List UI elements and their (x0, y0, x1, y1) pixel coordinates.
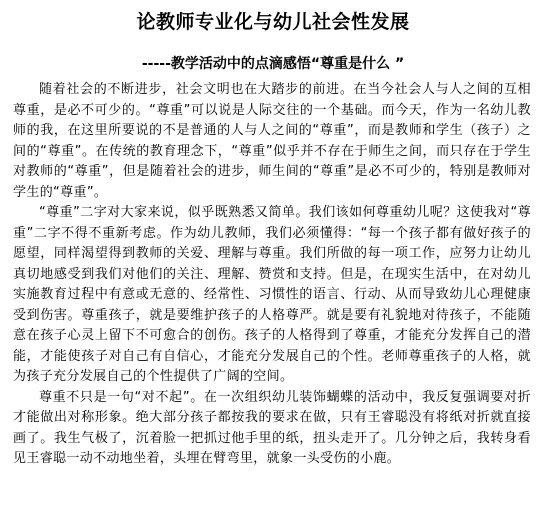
document-body (13, 80, 531, 470)
document-subtitle: -----教学活动中的点滴感悟“尊重是什么 ” (141, 56, 405, 72)
paragraph-1: 随着社会的不断进步，社会文明也在大踏步的前进。在当今社会人与人之间的互相尊重，是必不可少的。“尊重”可以说是人际交往的一个基础。而今天，作为一名幼儿教师的我，在这里所要说的不是普通的人与人之间的“尊重”，而是教师和学生（孩子）之间的“尊重”。在传统的教育理念下，“尊重”似乎并不存在于师生之间，而只存在于学生对教师的“尊重”，但是随着社会的进步，师生间的“尊重”是必不可少的，特别是教师对学生的“尊重”。 (13, 82, 531, 200)
paragraph-2: “尊重”二字对大家来说，似乎既熟悉又简单。我们该如何尊重幼儿呢？这使我对“尊重”二字不得不重新考虑。作为幼儿教师，我们必须懂得：“每一个孩子都有做好孩子的愿望，同样渴望得到教师的关爱、理解与尊重。我们所做的每一项工作，应努力让幼儿真切地感受到我们对他们的关注、理解、赞赏和支持。但是，在现实生活中，在对幼儿实施教育过程中有意或无意的、经常性、习惯性的语言、行动、从而导致幼儿心理健康受到伤害。尊重孩子，就是要维护孩子的人格尊严。就是要有礼貌地对待孩子，不能随意在孩子心灵上留下不可愈合的创伤。孩子的人格得到了尊重，才能充分发挥自己的潜能，才能使孩子对自己有自信心，才能充分发展自己的个性。老师尊重孩子的人格，就为孩子充分发展自己的个性提供了广阔的空间。 (13, 205, 531, 384)
paragraph-3: 尊重不只是一句“对不起”。在一次组织幼儿装饰蝴蝶的活动中，我反复强调要对折才能做出对称形象。绝大部分孩子都按我的要求在做，只有王睿聪没有将纸对折就直接画了。我生气极了，沉着脸一把抓过他手里的纸，扭头走开了。几分钟之后，我转身看见王睿聪一动不动地坐着，头埋在臂弯里，就象一头受伤的小鹿。 (13, 389, 531, 466)
document-title: 论教师专业化与幼儿社会性发展 (136, 11, 410, 33)
